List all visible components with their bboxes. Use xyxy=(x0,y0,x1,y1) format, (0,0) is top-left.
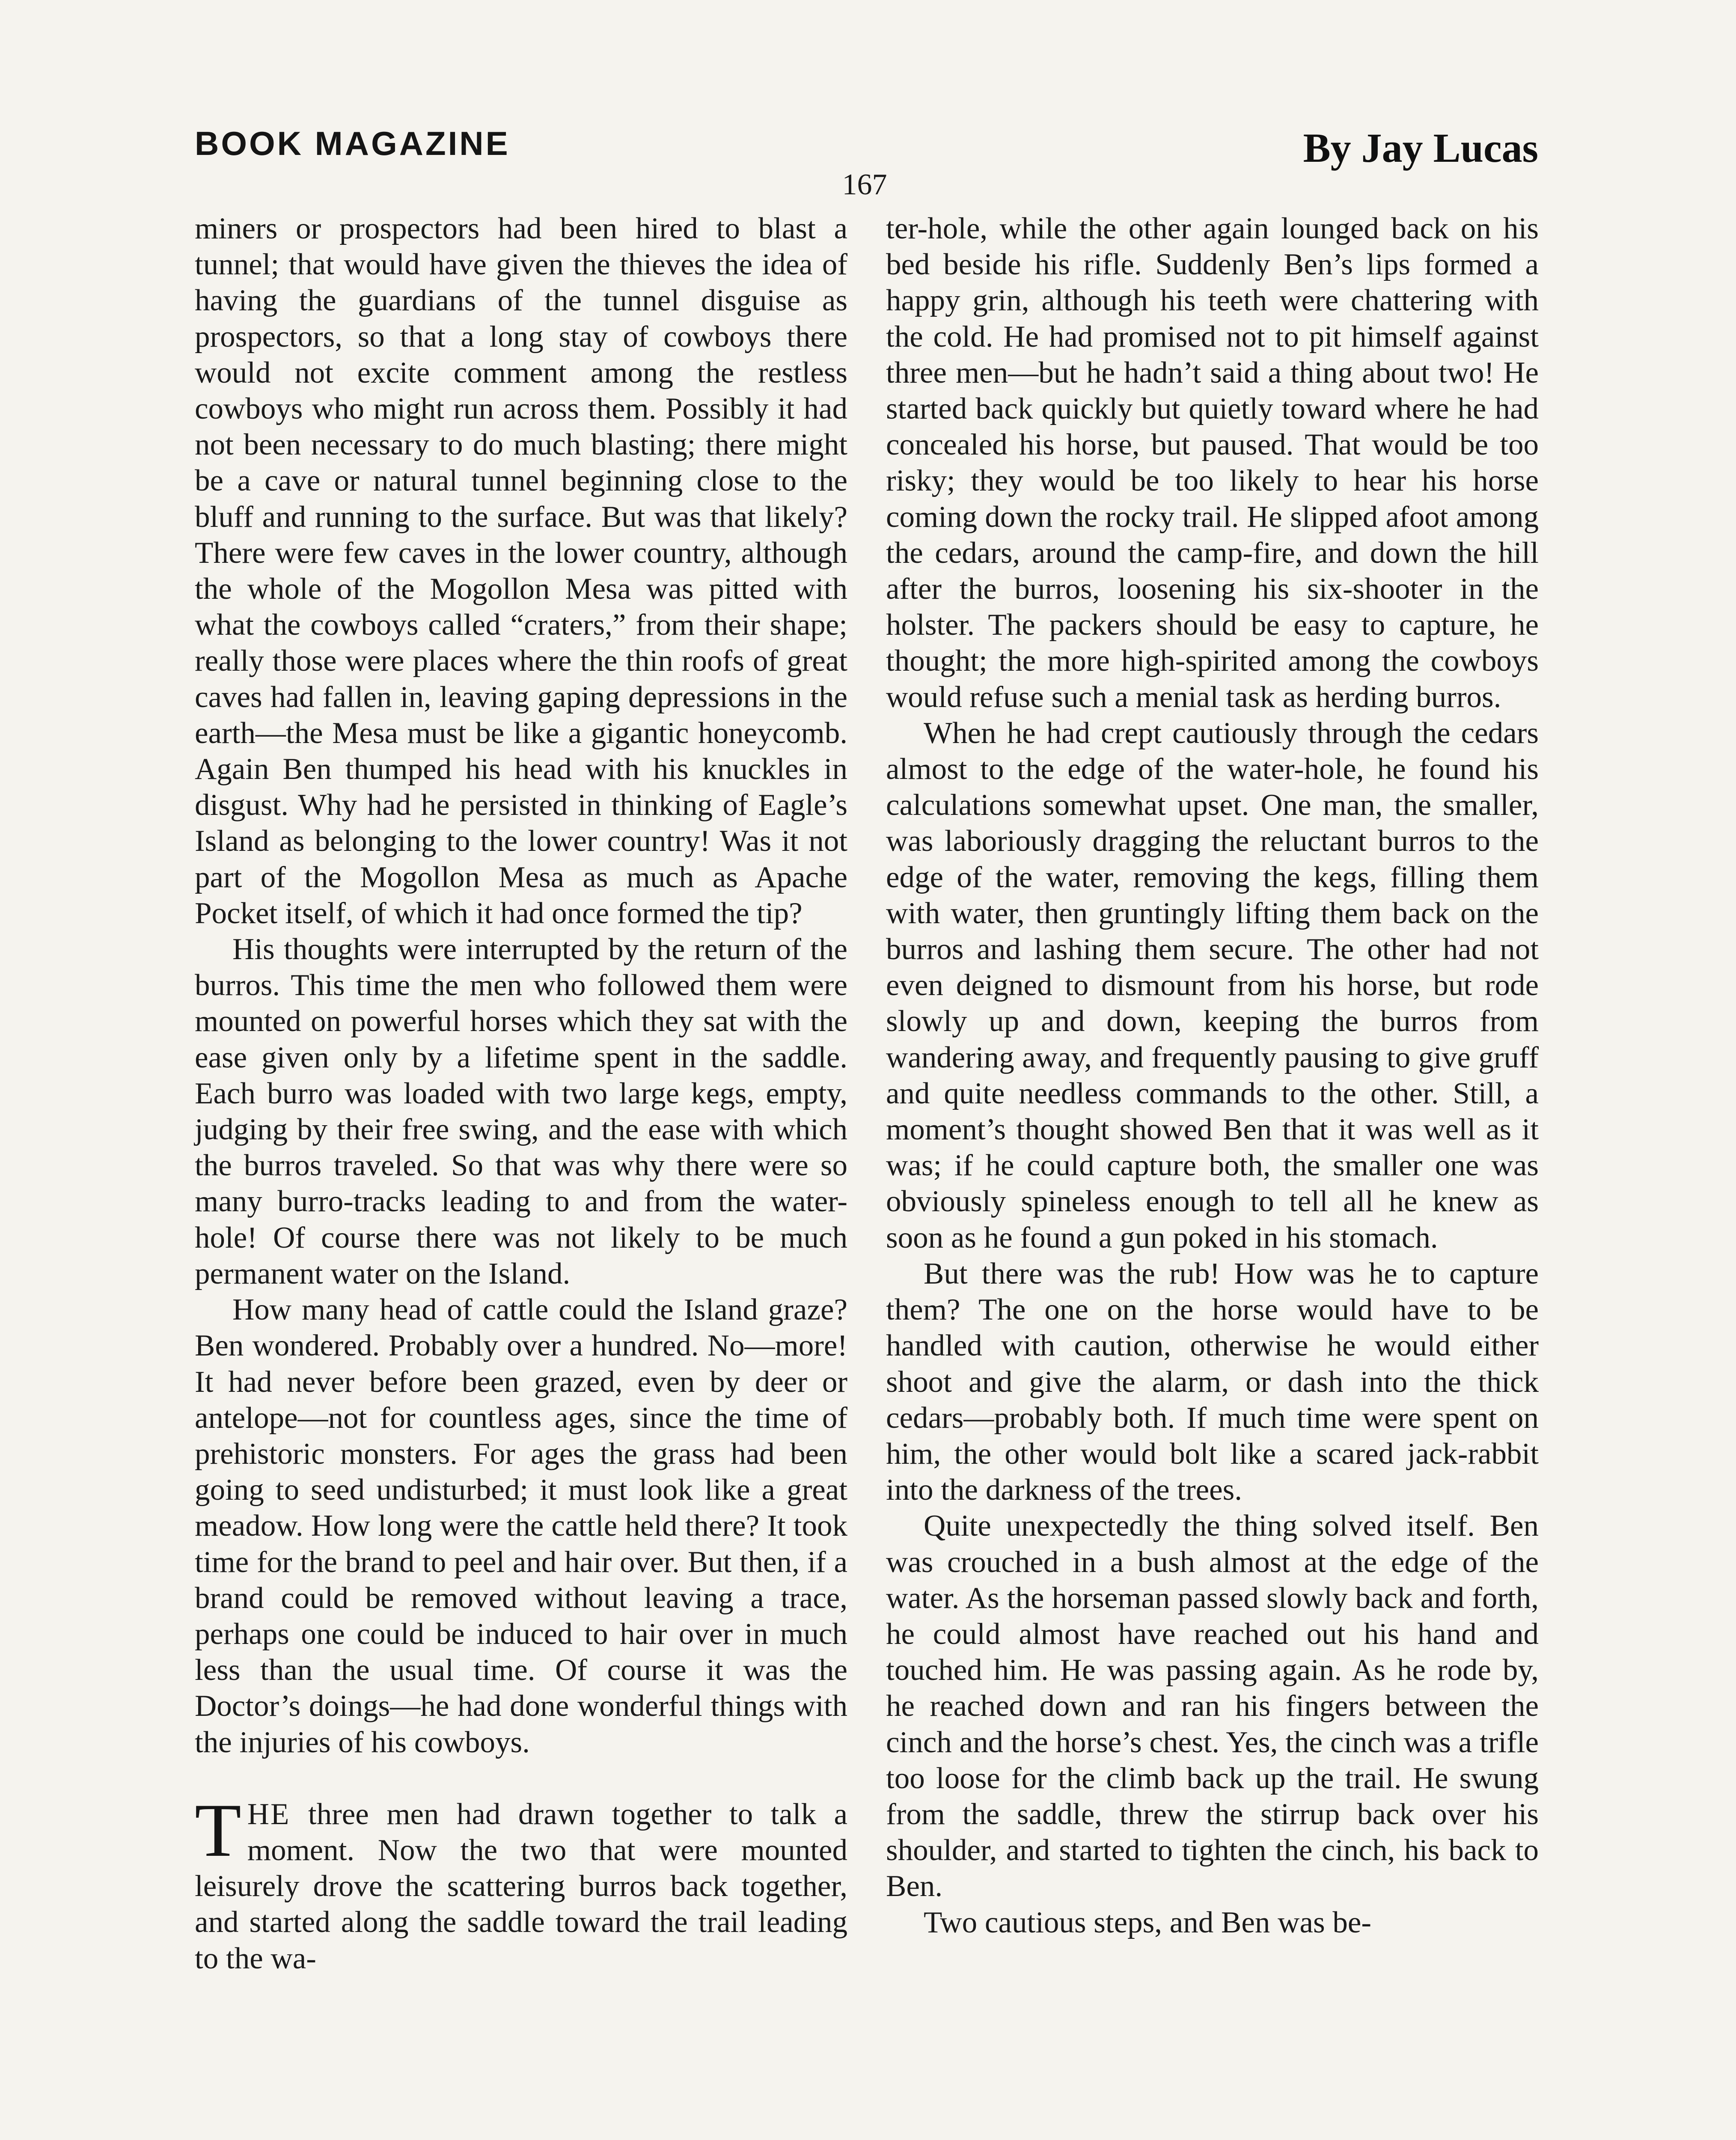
paragraph: Quite unexpectedly the thing solved itself. Ben was crouched in a bush almost at the edge of the water. As the horseman passed slowly back and forth, he could almost have reached out his hand and touched him. He was passing again. As he rode by, he reached down and ran his fingers between the cinch and the horse’s chest. Yes, the cinch was a trifle too loose for the climb back up the trail. He swung from the saddle, threw the stirrup back over his shoulder, and started to tighten the cinch, his back to Ben. xyxy=(886,1509,1539,1903)
paragraph: miners or prospectors had been hired to blast a tunnel; that would have given the thieves the idea of having the guardians of the tunnel disguise as prospectors, so that a long stay of cowboys there would not excite comment among the restless cowboys who might run across them. Possibly it had not been necessary to do much blasting; there might be a cave or natural tunnel beginning close to the bluff and running to the surface. But was that likely? There were few caves in the lower country, although the whole of the Mogollon Mesa was pitted with what the cowboys called “craters,” from their shape; really those were places where the thin roofs of great caves had fallen in, leaving gaping depressions in the earth—the Mesa must be like a gigantic honeycomb. Again Ben thumped his head with his knuckles in disgust. Why had he persisted in thinking of Eagle’s Island as belonging to the lower country! Was it not part of the Mogollon Mesa as much as Apache Pocket itself, of which it had once formed the tip? xyxy=(195,212,847,930)
paragraph: His thoughts were interrupted by the return of the burros. This time the men who followed them were mounted on powerful horses which they sat with the ease given only by a lifetime spent in the saddle. Each burro was loaded with two large kegs, empty, judging by their free swing, and the ease with which the burros traveled. So that was why there were so many burro-tracks leading to and from the water-hole! Of course there was not likely to be much permanent water on the Island. xyxy=(195,933,847,1290)
paragraph: ter-hole, while the other again lounged back on his bed beside his rifle. Suddenly Ben’s lips formed a happy grin, although his teeth were chattering with the cold. He had promised not to pit himself against three men—but he hadn’t said a thing about two! He started back quickly but quietly toward where he had concealed his horse, but paused. That would be too risky; they would be too likely to hear his horse coming down the rocky trail. He slipped afoot among the cedars, around the camp-fire, and down the hill after the burros, loosening his six-shooter in the holster. The packers should be easy to capture, he thought; the more high-spirited among the cowboys would refuse such a menial task as herding burros. xyxy=(886,212,1539,714)
paragraph: But there was the rub! How was he to capture them? The one on the horse would have to be handled with caution, otherwise he would either shoot and give the alarm, or dash into the thick cedars—probably both. If much time were spent on him, the other would bolt like a scared jack-rabbit into the darkness of the trees. xyxy=(886,1257,1539,1507)
magazine-title: BOOK MAGAZINE xyxy=(195,125,510,162)
paragraph: Two cautious steps, and Ben was be- xyxy=(924,1905,1372,1939)
drop-cap: T xyxy=(195,1787,241,1872)
drop-cap-continuation: HE xyxy=(247,1797,291,1831)
page-number: 167 xyxy=(842,168,887,201)
paragraph: When he had crept cautiously through the cedars almost to the edge of the water-hole, he found his calculations somewhat upset. One man, the smaller, was laboriously dragging the reluctant burros to the edge of the water, removing the kegs, filling them with water, then gruntingly lifting them back on the burros and lashing them secure. The other had not even deigned to dismount from his horse, but rode slowly up and down, keeping the burros from wandering away, and frequently pausing to give gruff and quite needless commands to the other. Still, a moment’s thought showed Ben that it was well as it was; if he could capture both, the smaller one was obviously spineless enough to tell all he knew as soon as he found a gun poked in his stomach. xyxy=(886,716,1539,1254)
left-column xyxy=(195,211,847,1977)
paragraph-text: three men had drawn together to talk a moment. Now the two that were mounted leisurely drove the scattering burros back together, and started along the saddle toward the trail leading to the wa- xyxy=(195,1797,847,1975)
right-column xyxy=(886,211,1539,1941)
author-byline: By Jay Lucas xyxy=(1303,125,1538,171)
paragraph: How many head of cattle could the Island graze? Ben wondered. Probably over a hundred. No—more! It had never before been grazed, even by deer or antelope—not for countless ages, since the time of prehistoric monsters. For ages the grass had been going to seed undisturbed; it must look like a great meadow. How long were the cattle held there? It took time for the brand to peel and hair over. But then, if a brand could be removed without leaving a trace, perhaps one could be induced to hair over in much less than the usual time. Of course it was the Doctor’s doings—he had done wonderful things with the injuries of his cowboys. xyxy=(195,1293,847,1759)
section-start-paragraph xyxy=(195,1787,847,1977)
